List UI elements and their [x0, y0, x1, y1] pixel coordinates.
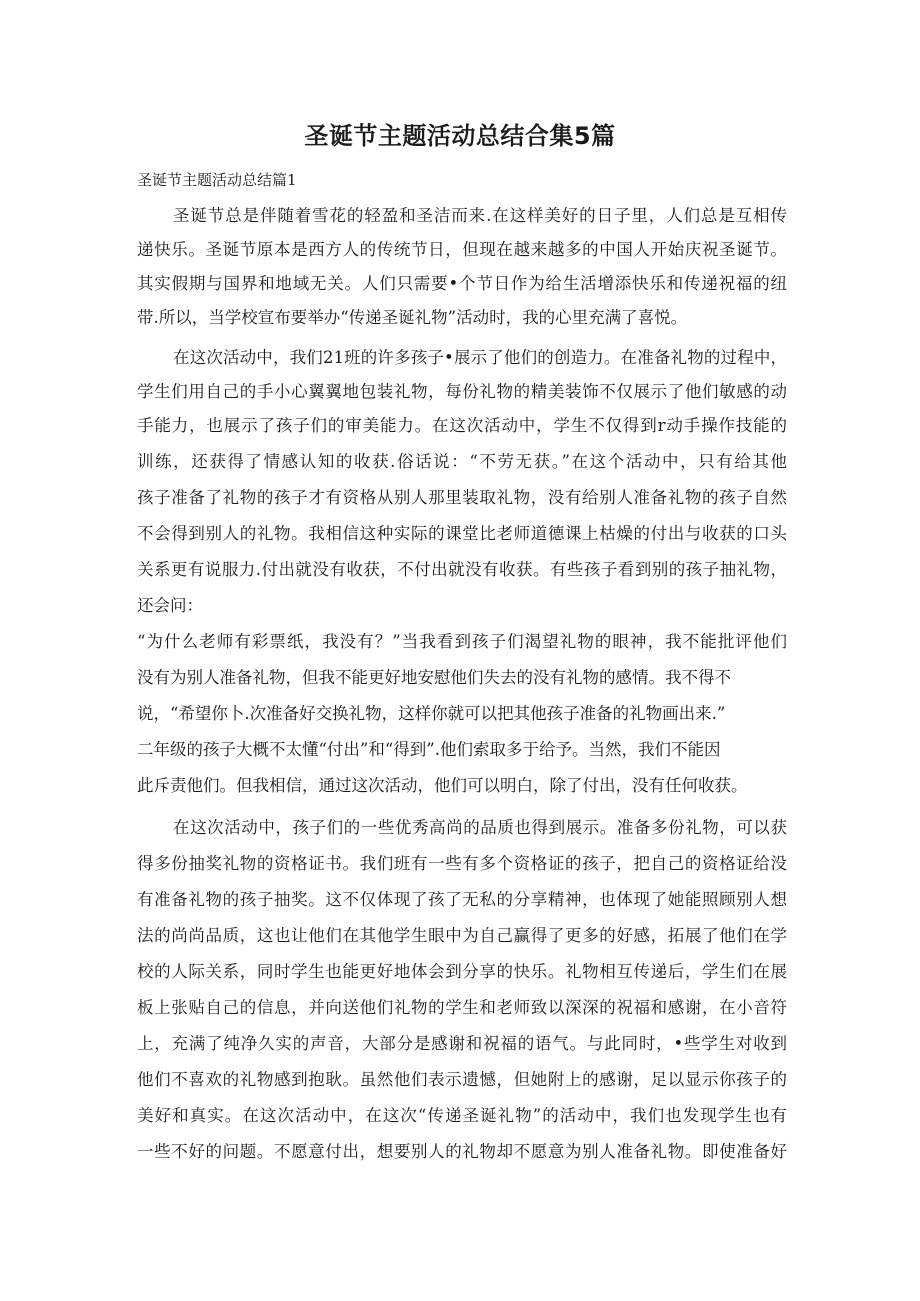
body-line: 他们不喜欢的礼物感到抱耿。虽然他们表示遗憾，但她附上的感谢，足以显示你孩子的 — [137, 1070, 787, 1089]
body-line: 二年级的孩子大概不太懂“付出”和“得到”.他们索取多于给予。当然，我们不能因 — [137, 740, 721, 759]
body-line: 圣诞节总是伴随着雪花的轻盈和圣洁而来.在这样美好的日子里，人们总是互相传 — [173, 206, 787, 225]
body-line: 还会问： — [137, 596, 203, 615]
body-line: 手能力，也展示了孩子们的审美能力。在这次活动中，学生不仅得到r动手操作技能的 — [137, 416, 787, 435]
body-line: “为什么老师有彩票纸，我没有？”当我看到孩子们渴望礼物的眼神，我不能批评他们 — [137, 632, 787, 651]
body-line: 不会得到别人的礼物。我相信这种实际的课堂比老师道德课上枯燥的付出与收获的口头 — [137, 524, 787, 543]
body-line: 关系更有说服力.付出就没有收获，不付出就没有收获。有些孩子看到别的孩子抽礼物， — [137, 560, 787, 579]
body-line: 学生们用自己的手小心翼翼地包装礼物，每份礼物的精美装饰不仅展示了他们敏感的动 — [137, 382, 787, 401]
body-line: 法的尚尚品质，这也让他们在其他学生眼中为自己赢得了更多的好感，拓展了他们在学 — [137, 926, 787, 945]
body-line: 上，充满了纯净久实的声音，大部分是感谢和祝福的语气。与此同时，•些学生对收到 — [137, 1034, 787, 1053]
body-line: 得多份抽奖礼物的资格证书。我们班有一些有多个资格证的孩子，把自己的资格证给没 — [137, 854, 787, 873]
body-line: 美好和真实。在这次活动中，在这次“传递圣诞礼物”的活动中，我们也发现学生也有 — [137, 1106, 787, 1125]
body-line: 有准备礼物的孩子抽奖。这不仅体现了孩了无私的分享精神，也体现了她能照顾别人想 — [137, 890, 787, 909]
body-line: 一些不好的问题。不愿意付出，想要别人的礼物却不愿意为别人准备礼物。即使准备好 — [137, 1142, 787, 1161]
body-line: 校的人际关系，同时学生也能更好地体会到分享的快乐。礼物相互传递后，学生们在展 — [137, 962, 787, 981]
section-heading: 圣诞节主题活动总结篇1 — [137, 171, 297, 189]
body-line: 带.所以，当学校宣布要举办“传递圣诞礼物”活动时，我的心里充满了喜悦。 — [137, 308, 688, 327]
body-line: 在这次活动中，我们21班的许多孩子•展示了他们的创造力。在准备礼物的过程中， — [173, 348, 787, 367]
body-line: 其实假期与国界和地域无关。人们只需要•个节日作为给生活增添快乐和传递祝福的纽 — [137, 274, 787, 293]
body-line: 训练，还获得了情感认知的收获.俗话说：“不劳无获。”在这个活动中，只有给其他 — [137, 452, 787, 471]
body-line: 在这次活动中，孩子们的一些优秀高尚的品质也得到展示。准备多份礼物，可以获 — [173, 818, 787, 837]
body-line: 孩子准备了礼物的孩子才有资格从别人那里装取礼物，没有给别人准备礼物的孩子自然 — [137, 488, 787, 507]
body-line: 递快乐。圣诞节原本是西方人的传统节日，但现在越来越多的中国人开始庆祝圣诞节。 — [137, 240, 787, 259]
page-title: 圣诞节主题活动总结合集5篇 — [304, 122, 616, 150]
body-line: 没有为别人准备礼物，但我不能更好地安慰他们失去的没有礼物的感情。我不得不 — [137, 668, 731, 687]
body-line: 说，“希望你卜.次准备好交换礼物，这样你就可以把其他孩子准备的礼物画出来.” — [137, 704, 726, 723]
body-line: 此斥责他们。但我相信，通过这次活动，他们可以明白，除了付出，没有任何收获。 — [137, 776, 748, 795]
body-line: 板上张贴自己的信息，并向送他们礼物的学生和老师致以深深的祝福和感谢，在小音符 — [137, 998, 787, 1017]
